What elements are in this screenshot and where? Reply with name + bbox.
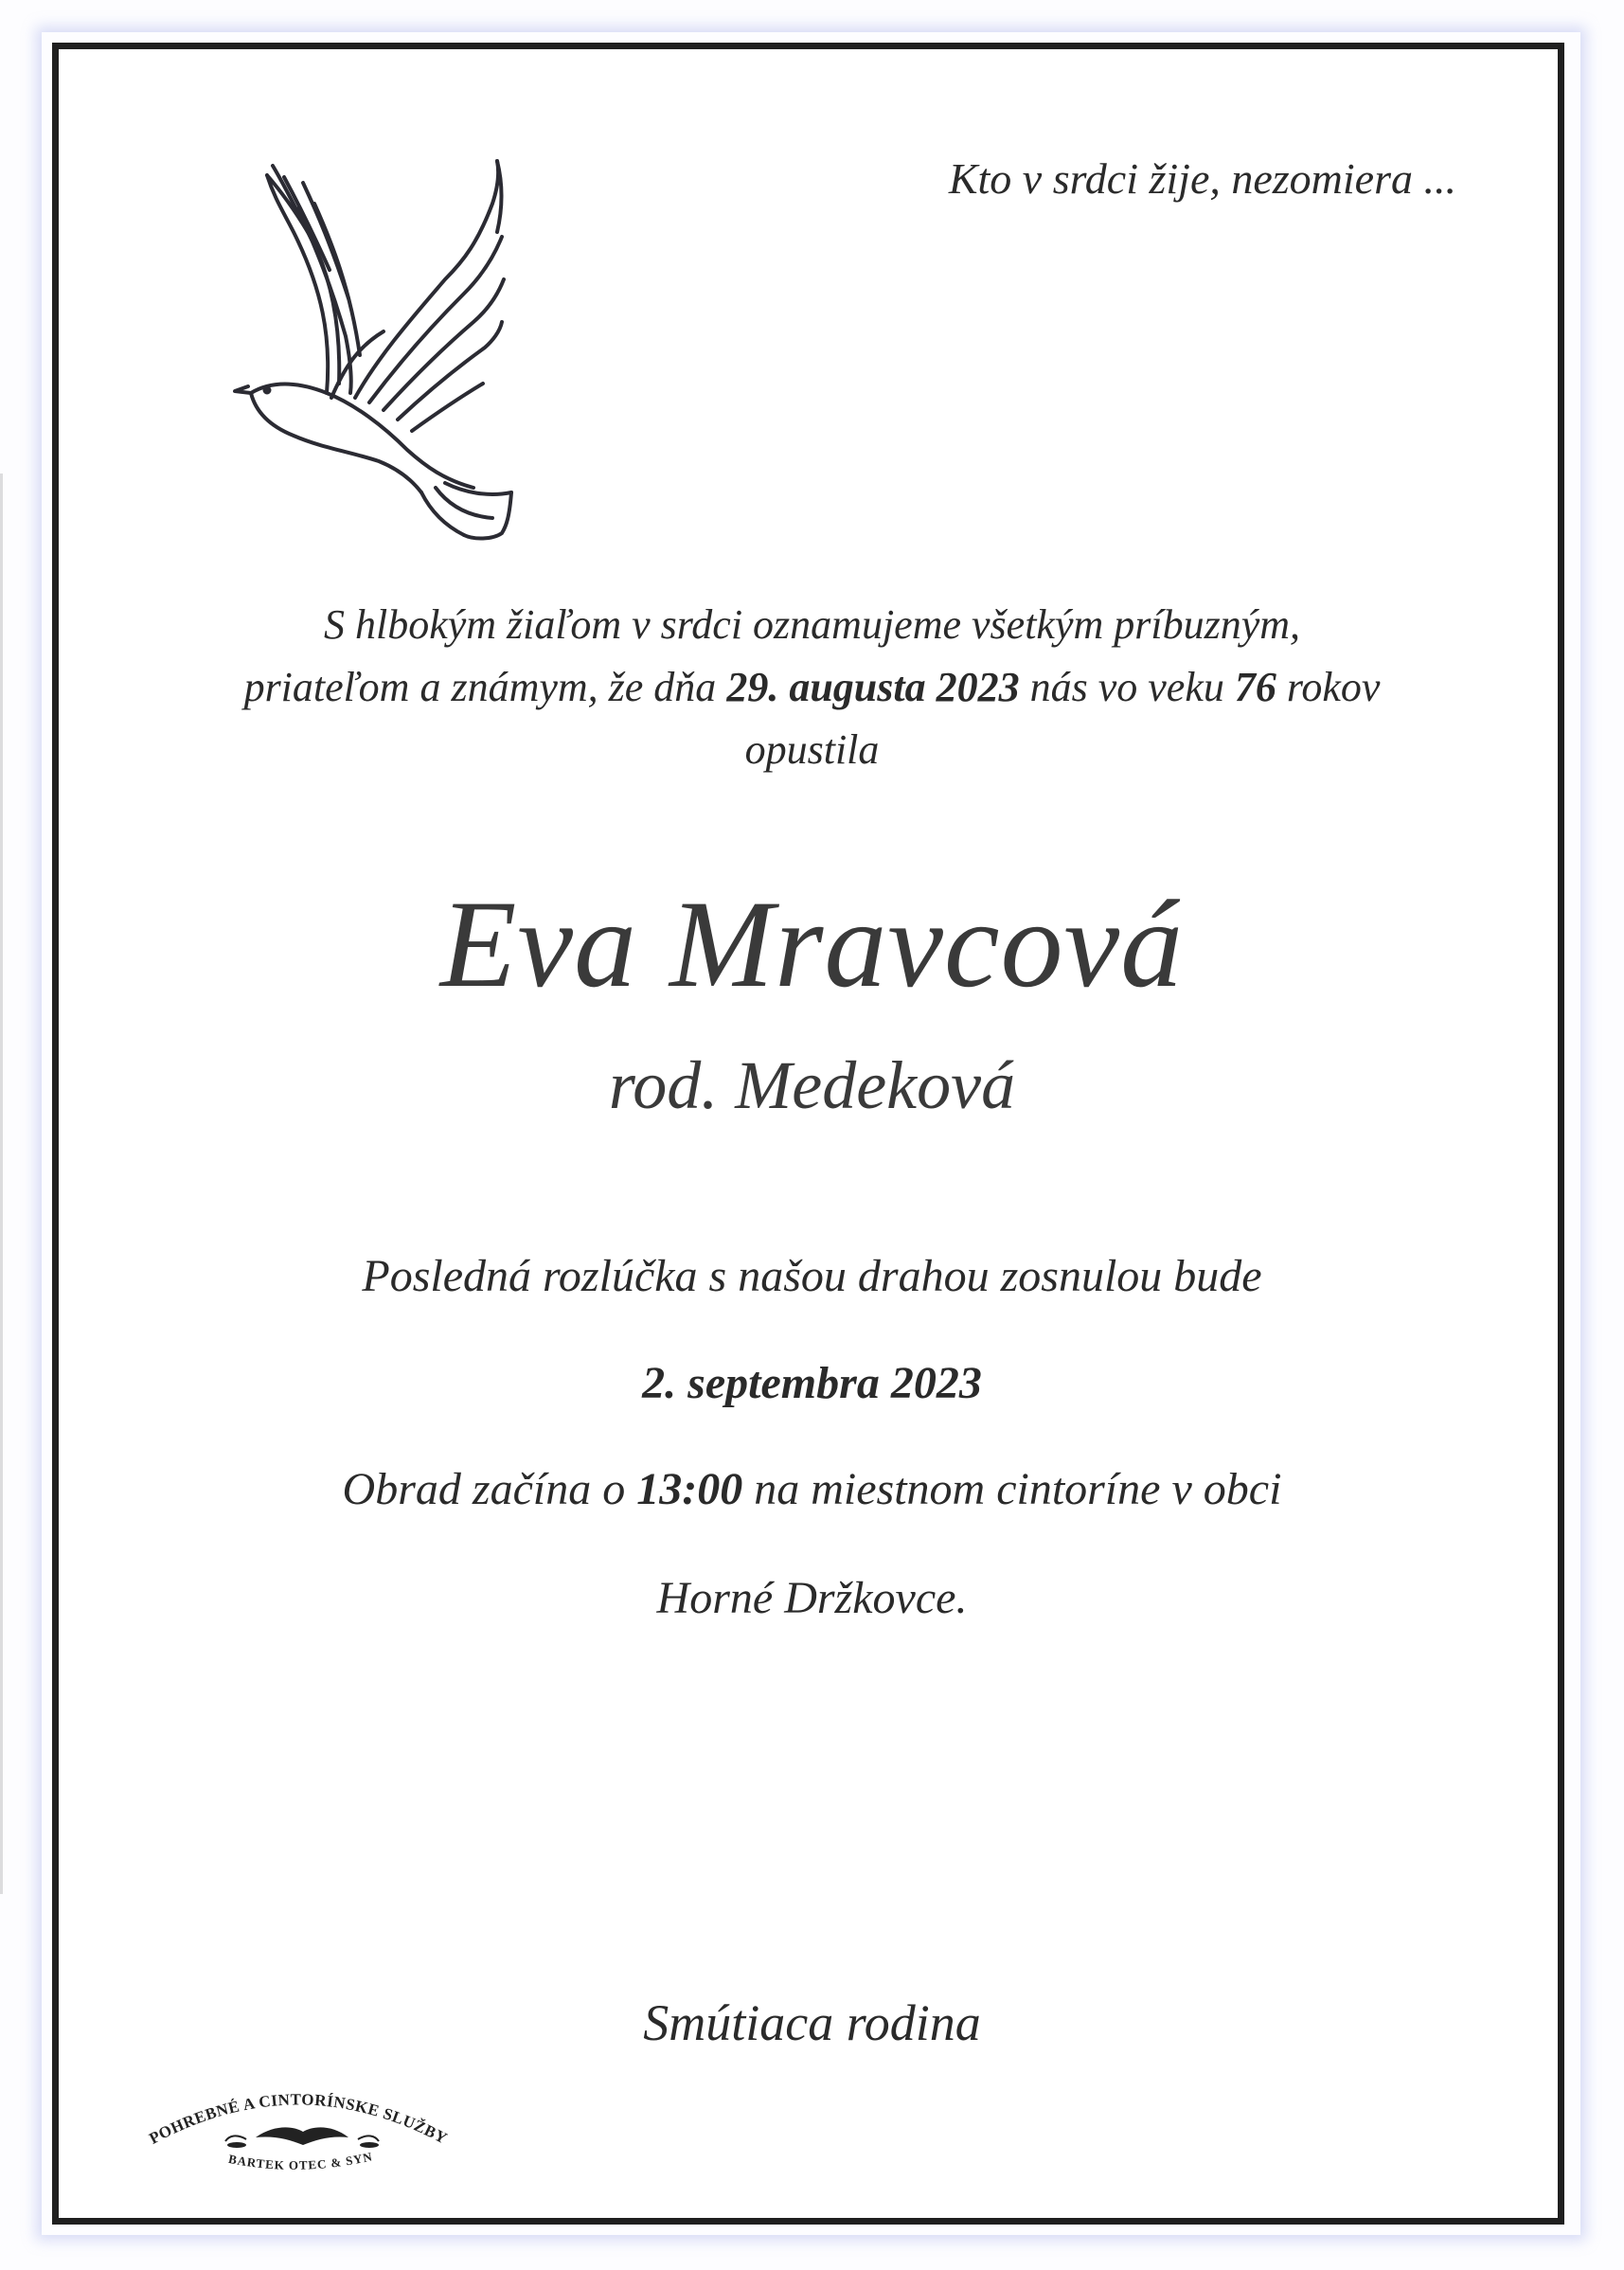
age-value: 76 (1234, 664, 1276, 710)
ceremony-place: Horné Držkovce. (656, 1573, 968, 1623)
death-date: 29. augusta 2023 (726, 664, 1020, 710)
announcement-paragraph (0, 594, 1624, 781)
farewell-intro: Posledná rozlúčka s našou drahou zosnulou bude (362, 1251, 1262, 1301)
stamp-top-text: POHREBNÉ A CINTORÍNSKE SLUŽBY (146, 2090, 451, 2148)
stamp-logo-icon (142, 2069, 455, 2178)
stamp-bottom-text: BARTEK OTEC & SYN (227, 2149, 375, 2172)
stamp-hands-icon (225, 2127, 379, 2148)
announcement-line-1: S hlbokým žiaľom v srdci oznamujeme všetkým príbuzným, (323, 601, 1301, 648)
announcement-line-2-suffix: rokov (1276, 664, 1381, 710)
ceremony-line (0, 1463, 1624, 1515)
deceased-name: Eva Mravcová (439, 874, 1185, 1013)
signature-text: Smútiaca rodina (643, 1994, 981, 2051)
announcement-line-2-middle: nás vo veku (1019, 664, 1235, 710)
svg-text:BARTEK OTEC & SYN (227, 2149, 374, 2172)
motto-text: Kto v srdci žije, nezomiera ... (948, 154, 1456, 203)
announcement-line-3: opustila (744, 726, 880, 773)
announcement-line-2-prefix: priateľom a známym, že dňa (243, 664, 727, 710)
ceremony-suffix: na miestnom cintoríne v obci (742, 1464, 1282, 1514)
maiden-name: rod. Medeková (608, 1047, 1016, 1123)
announcement-line-2 (0, 656, 1624, 719)
dove-icon (189, 109, 530, 554)
ceremony-time: 13:00 (636, 1464, 743, 1514)
farewell-date: 2. septembra 2023 (642, 1358, 982, 1408)
ceremony-prefix: Obrad začína o (342, 1464, 637, 1514)
